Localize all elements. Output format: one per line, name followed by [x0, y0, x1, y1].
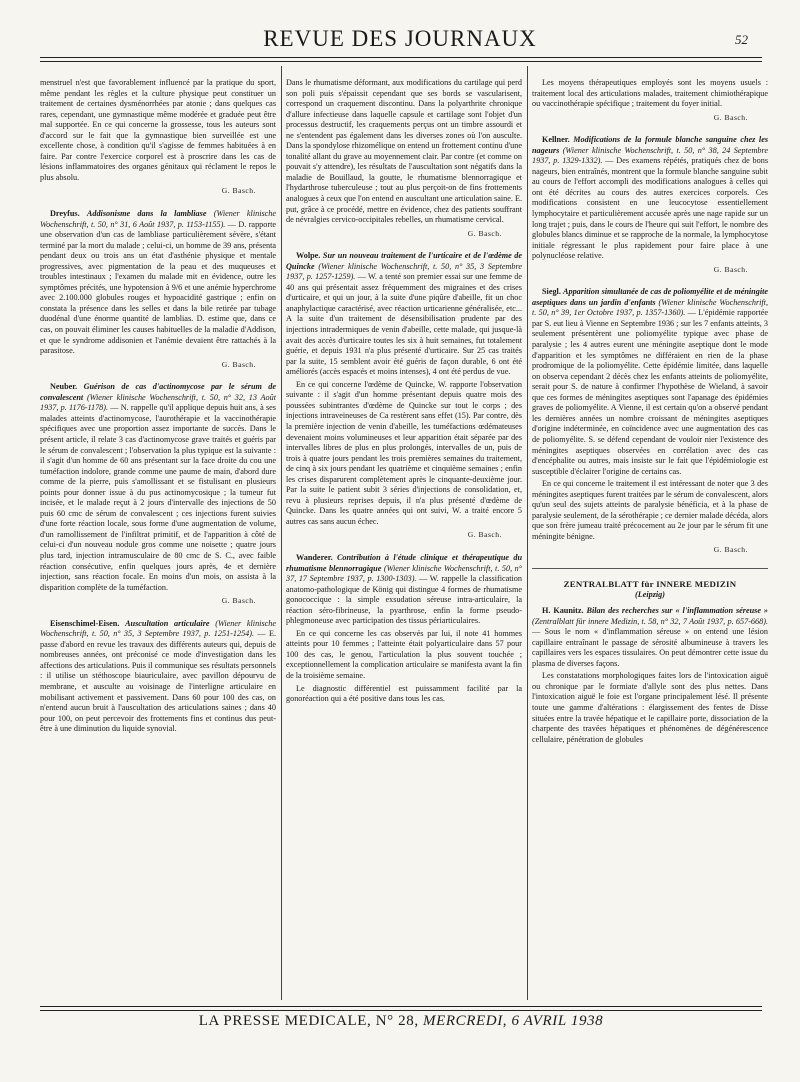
page-header [40, 20, 760, 60]
article-author: Wanderer. [296, 552, 333, 562]
signature: G. Basch. [467, 530, 502, 540]
article-citation: (Wiener klinische Wochenschrift, t. 50, n° 31, 6 Août 1937, p. 1153-1155). [40, 209, 276, 229]
article-citation: (Zentralblatt für innere Medizin, t. 58, n° 32, 7 Août 1937, p. 657-668). [532, 616, 768, 626]
article-wanderer [286, 553, 522, 627]
paragraph: menstruel n'est que favorablement influencé par la pratique du sport, même pendant les règles et la culture physique peut constituer un traitement de certaines dysménorrhées par atonie ; dans quelques cas rares, cependant, une gymnastique même modérée et graduée peut être mal supportée. En ce qui concerne la grossesse, tous les auteurs sont d'accord sur le fait que la gymnastique bien surveillée est une excellente chose, à condition qu'il s'agisse de femmes habituées à en faire. Par contre l'exercice corporel est à proscrire dans les cas de lésions inflammatoires des organes génitaux qui réclament le repos le plus absolu. [40, 78, 276, 182]
article-title: Apparition simultanée de cas de poliomyélite et de méningite aseptiques dans un jardin d'enfants [532, 287, 768, 307]
article-author: H. Kaunitz. [542, 606, 584, 616]
footer-date: 6 AVRIL 1938 [511, 1013, 604, 1029]
article-author: Kellner. [542, 135, 570, 145]
article-kellner [532, 135, 768, 262]
column-divider [527, 66, 528, 1000]
signature: G. Basch. [221, 186, 256, 196]
article-body: — W. rappelle la classification anatomo-pathologique de König qui distingue 4 formes de rhumatisme gonococcique : la simple exsudation séreuse intra-articulaire, la réaction séro-fibrineuse, la pyarthrose, enfin la forme pseudo-phlegmoneuse avec participation des tissus périarticulaires. [286, 574, 522, 626]
column-middle [286, 78, 522, 1000]
article-body: — L'épidémie rapportée par S. eut lieu à Vienne en Septembre 1936 ; sur les 7 enfants atteints, 3 seulement présentèrent une poliomyélite typique avec phase de paralysie ; les 4 autres eurent une méningite aseptique dont le mode d'apparition et les symptômes ne différaient en rien de la phase prodromique de la poliomyélite. Cette épidémie limitée, dans laquelle on observa cependant 2 décès chez les enfants atteints de poliomyélite, serait pour S. de nature à confirmer l'hypothèse de Wieland, à savoir que ces formes de méningites aseptiques sont l'apanage des épidémies graves de poliomyélite. A Vienne, il est certain qu'on a observé pendant les dernières années un nombre croissant de méningites aseptiques d'origine indéterminée, en coïncidence avec une augmentation des cas de poliomyélite. S. se défend cependant de vouloir nier l'existence des méningites aseptiques observées en corrélation avec des cas d'encéphalite ou autres, mais insiste sur le fait que l'épidémiologie est susceptible d'éclairer l'origine de certains cas. [532, 308, 768, 476]
article-title: Bilan des recherches sur « l'inflammation séreuse » [586, 606, 768, 616]
article-wolpe [286, 251, 522, 378]
article-citation: (Wiener klinische Wochenschrift, t. 50, n° 35, 3 Septembre 1937, p. 1251-1254). [40, 618, 276, 639]
article-author: Dreyfus. [50, 209, 80, 219]
article-body: — W. a tenté son premier essai sur une femme de 40 ans qui présentait assez fréquemment des migraines et des crises d'urticaire, et qui un jour, à la suite d'une piqûre d'abeille, fit un choc anaphylactique caractérisé, avec réaction urticarienne généralisée, etc... A la suite d'un traitement de désensibilisation prudente par des injections intradermiques de venin d'abeille, cette malade, qui jusque-là avait des accès d'urticaire toutes les six à huit semaines, fut totalement guérie, et depuis 1931 n'a plus présenté d'urticaire. Sur 25 cas traités par la suite, 15 semblent avoir été guéris de façon durable, 6 ont été améliorés (accès espacés et moins intenses), 4 ont été perdus de vue. [286, 272, 522, 377]
article-title: Contribution à l'étude clinique et thérapeutique du rhumatisme blennorragique [286, 552, 522, 573]
paragraph: En ce qui concerne l'œdème de Quincke, W. rapporte l'observation suivante : il s'agit d'un homme présentant depuis quatre mois des poussées subintrantes d'œdème de Quincke sur tout le corps ; des injections intraveineuses de Ca restèrent sans effet (15). Par contre, dès la première injection de venin d'abeille, les tuméfactions œdémateuses devenaient moins volumineuses et leur apparition était séparée par des intervalles libres de plus en plus prolongés, intervalles de un, puis de trois à quatre jours pendant les trois premières semaines du traitement, de cinq à six jours pendant les quatrième et cinquième semaines ; enfin les crises disparurent complètement après le cinquante-deuxième jour. Par la suite le patient subit 3 séries d'injections de consolidation, et, revu à plusieurs reprises depuis, il n'a plus présenté d'œdème de Quincke. Dans les quatre années qui ont suivi, W. a traité encore 5 autres cas sans aucun échec. [286, 379, 522, 526]
paragraph: Le diagnostic différentiel est puissamment facilité par la gonoréaction qui a été positive dans tous les cas. [286, 683, 522, 704]
article-citation: (Wiener klinische Wochenschrift, t. 50, n° 32, 13 Août 1937, p. 1176-1178). [40, 392, 276, 413]
article-author: Neuber. [50, 382, 78, 392]
article-body: — D. rapporte une observation d'un cas de lambliase particulièrement sévère, s'étant terminé par la mort du malade ; celui-ci, un homme de 39 ans, présenta pendant deux ou trois ans un état d'asthénie physique et mentale progressives, avec pigmentation de la peau et des muqueuses et troubles intestinaux ; l'examen du malade mit en évidence, outre les symptômes précités, une hypotension à 9/6 et une anémie hyperchrome avec 2.100.000 globules rouges et hypoacidité gastrique ; enfin on constata la présence dans les selles et dans la bile retirée par tubage duodénal d'une énorme quantité de lamblias. D. estime que, dans ce cas, on pouvait éliminer les causes habituelles de la maladie d'Addison, et que le syndrome addisonien et l'anémie devaient être rattachés à la parasitose. [40, 219, 276, 356]
article-neuber [40, 382, 276, 593]
signature: G. Basch. [221, 359, 256, 369]
footer-journal: LA PRESSE MEDICALE, N° 28, [198, 1013, 419, 1029]
header-rule [40, 57, 762, 62]
paragraph: Les moyens thérapeutiques employés sont les moyens usuels : traitement local des articulations malades, traitement chimiothérapique ou vaccinothérapie spécifique ; traitement du foyer initial. [532, 78, 768, 109]
running-title: REVUE DES JOURNAUX [263, 26, 537, 51]
paragraph: Les constatations morphologiques faites lors de l'intoxication aiguë ou chronique par le formiate d'allyle sont des plus nettes. Dans l'intoxication aiguë le foie est l'organe principalement lésé. Il présente toute une gamme d'altérations : élargissement des fentes de Disse situées entre la travée hépatique et le capillaire porte, dissociation de la charpente des travées hépatiques et phénomènes de dégénérescence cellulaire, pénétration de globules [532, 671, 768, 744]
signature: G. Basch. [467, 228, 502, 238]
column-divider [281, 66, 282, 1000]
article-eisenschimel [40, 619, 276, 735]
article-author: Siegl. [542, 287, 561, 297]
article-dreyfus [40, 209, 276, 357]
article-body: — E. passe d'abord en revue les travaux des différents auteurs qui, depuis de nombreuses années, ont préconisé ce mode d'investigation dans les affections des articulations. Puis il communique ses résultats personnels : il utilise un stéthoscope biauriculaire, avec pavillon dépourvu de membrane, et ausculte au voisinage de l'interligne articulaire en mobilisant activement et passivement. Dans 60 pour 100 des cas, on n'entend aucun bruit à l'auscultation des articulations saines ; dans 40 pour 100, on peut percevoir des frottements fins et continus dus peut-être à une diminution du liquide synovial. [40, 629, 276, 734]
article-title: Guérison de cas d'actinomycose par le sérum de convalescent [40, 382, 276, 402]
article-author: Eisenschimel-Eisen. [50, 618, 120, 628]
article-title: Modifications de la formule blanche sanguine chez les nageurs [532, 135, 768, 155]
section-title: ZENTRALBLATT für INNERE MEDIZIN [563, 578, 737, 589]
article-body: — Sous le nom « d'inflammation séreuse » on entend une lésion capillaire entraînant le passage de sérosité albumineuse à travers les capillaires vers les espaces tissulaires. On peut démontrer cette issue du plasma de diverses façons. [532, 627, 768, 668]
article-citation: (Wiener klinische Wochenschrift, t. 50, n° 35, 3 Septembre 1937, p. 1257-1259). [286, 261, 522, 282]
signature: G. Basch. [713, 545, 748, 555]
paragraph: En ce qui concerne les cas observés par lui, il note 41 hommes atteints pour 10 femmes ; l'atteinte était polyarticulaire dans 57 pour 100 des cas, le genou, l'articulation la plus souvent touchée ; exceptionnellement la complication articulaire se manifesta avant la fin de la troisième semaine. [286, 628, 522, 680]
signature: G. Basch. [713, 264, 748, 274]
page-footer [40, 1013, 762, 1030]
article-title: Auscultation articulaire [125, 618, 210, 628]
section-rule [532, 568, 768, 569]
signature: G. Basch. [221, 596, 256, 606]
paragraph: En ce qui concerne le traitement il est intéressant de noter que 3 des méningites aseptiques furent traitées par le sérum de convalescent, alors qu'un seul des sujets atteints de paralysie bénéficia, et à la phase de paralysie seulement, de la sérothérapie ; ce dernier malade décéda, alors que son frère jumeau traité précocement au 2e jour par le sérum fit une méningite bénigne. [532, 479, 768, 541]
article-body: — Des examens répétés, pratiqués chez de bons nageurs, bien entraînés, montrent que la formule blanche sanguine subit au cours de l'effort accompli des modifications analogues à celles qui ont été décrites au cours des autres exercices corporels. Ces modifications consistent en une leucocytose essentiellement lymphocytaire et particulièrement accusée après une nage rapide sur un long trajet ; puis, dans le cours de l'heure qui suit l'effort, le nombre des globules blancs diminue et se rapproche de la normale, la lymphocytose initiale régressant le plus rapidement pour faire place à une polynucléose relative. [532, 156, 768, 261]
article-siegl [532, 287, 768, 477]
article-citation: (Wiener klinische Wochenschrift, t. 50, n° 38, 24 Septembre 1937, p. 1329-1332). [532, 145, 768, 166]
article-title: Addisonisme dans la lambliase [86, 209, 207, 219]
article-author: Wolpe. [296, 251, 321, 261]
paragraph: Dans le rhumatisme déformant, aux modifications du cartilage qui perd son poli puis s'épaissit cependant que ses bords se vascularisent, correspond un craquement discontinu. Dans la polyarthrite chronique d'allure infectieuse dans laquelle capsule et cartilage sont l'objet d'un processus destructif, les craquements perçus ont un timbre assourdi et ne s'entendent pas également dans les diverses zones où l'on ausculte. Dans la spondylose rhizomélique on entend un frottement continu d'une tonalité allant du grave au moyennement clair. Par contre (et comme on pouvait s'y attendre), les résultats de l'auscultation sont négatifs dans la maladie de Bouillaud, la goutte, le rhumatisme blennorragique et l'hydarthrose tuberculeuse ; tout au plus perçoit-on de fins frottements analogues à ceux que l'on entend en auscultant une articulation saine. E. put, grâce à ce procédé, mettre en évidence, chez des patients souffrant de névralgies cervico-occipitales rebelles, un rhumatisme cervical. [286, 78, 522, 225]
section-subtitle: (Leipzig) [634, 589, 665, 599]
page-number: 52 [735, 32, 748, 47]
article-body: — N. rappelle qu'il applique depuis huit ans, à ses malades atteints d'actinomycose, l'aurothérapie et la vaccinothérapie spécifiques avec une proportion assez importante de succès. Dans le présent article, il relate 3 cas d'actinomycose grave traités et guéris par le sérum de convalescent ; l'observation la plus typique est la suivante : il s'agit d'un homme de 60 ans présentant sur la face droite du cou une tuméfaction indolore, grande comme une paume de main, d'abord dure comme de la pierre, puis s'amollissant et se fistulisant en plusieurs points pour donner issue à du pus actinomycosique ; la tumeur fut incisée, et le malade reçut à 2 jours d'intervalle des injections de 50 puis 60 cmc de sérum de convalescent ; ces injections furent suivies d'une forte réaction locale, sous forme d'une augmentation de volume, d'un ramollissement de l'infiltrat primitif, et de l'apparition à côté de celui-ci d'un nouveau nodule gros comme une noisette ; quatre jours plus tard, injection intramusculaire de 80 cmc de S. C., avec faible réaction consécutive, enfin quelques jours après, 4e et dernière injection, sans réaction focale. En moins d'un mois, on assista à la disparition complète de la tuméfaction. [40, 403, 276, 592]
article-citation: (Wiener klinische Wochenschrift, t. 50, n° 37, 17 Septembre 1937, p. 1300-1303). [286, 563, 522, 584]
column-left [40, 78, 276, 1000]
article-citation: (Wiener klinische Wochenschrift, t. 50, n° 39, 1er Octobre 1937, p. 1357-1360). [532, 297, 768, 318]
column-right [532, 78, 768, 1000]
article-title: Sur un nouveau traitement de l'urticaire et de l'œdème de Quincke [286, 251, 522, 271]
footer-day: MERCREDI, [423, 1013, 508, 1029]
footer-rule [40, 1006, 762, 1011]
article-kaunitz [532, 606, 768, 669]
signature: G. Basch. [713, 112, 748, 122]
